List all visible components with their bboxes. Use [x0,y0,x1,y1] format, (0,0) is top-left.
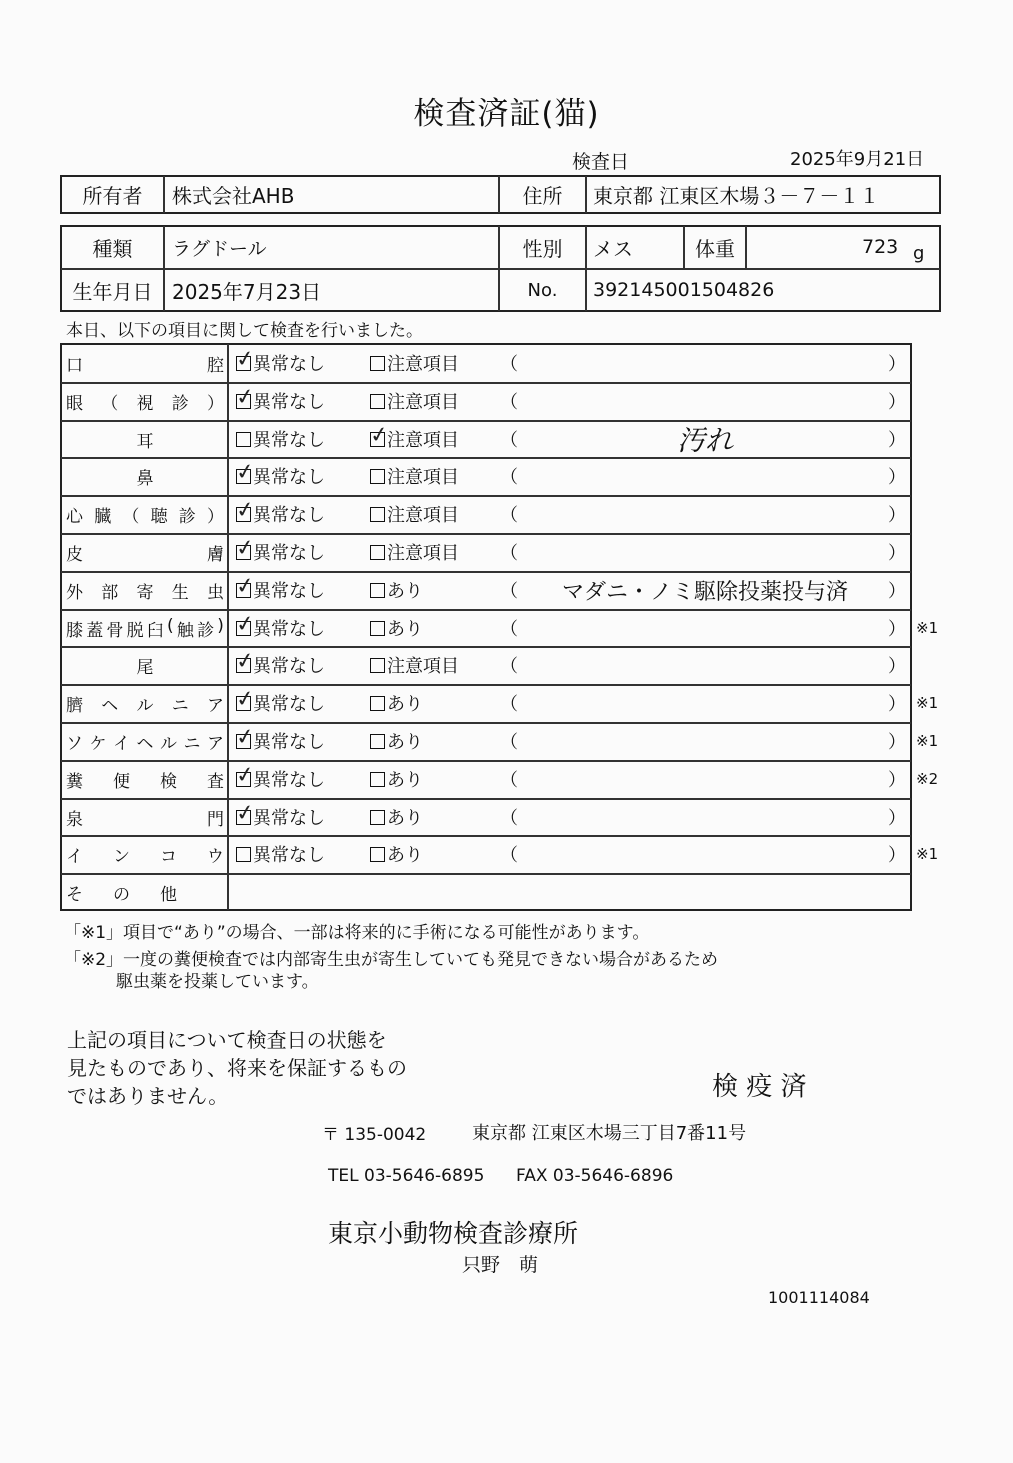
paren-close: ） [888,467,906,488]
option-attention-label: 注意項目 [387,430,459,451]
item-note: ※1 [916,845,939,863]
paren-open: （ [500,505,518,526]
checkbox-attention[interactable] [370,545,385,560]
clinic-address: 東京都 江東区木場三丁目7番11号 [472,1123,747,1144]
item-remark: マダニ・ノミ駆除投薬投与済 [561,579,848,605]
check-mark-icon: ✓ [234,685,257,713]
checkbox-normal[interactable] [234,761,257,789]
checkbox-normal[interactable] [234,345,257,373]
check-mark-icon: ✓ [234,761,257,789]
item-remark [500,495,910,533]
paren-open: （ [500,354,518,375]
check-mark-icon: ✓ [234,345,257,373]
disclaimer-line-3: ではありません。 [67,1084,229,1108]
intro-text: 本日、以下の項目に関して検査を行いました。 [66,321,423,341]
option-normal[interactable] [236,420,325,458]
check-mark-icon: ✓ [234,799,257,827]
checkbox-normal[interactable] [234,647,257,675]
option-attention-label: あり [387,732,423,753]
item-remark [500,382,910,420]
item-label-text: 眼 （ 視 診 ） [66,393,224,414]
sex-value: メス [593,236,633,261]
item-label-left: 泉 [66,809,83,830]
sex-label: 性別 [522,236,563,261]
check-mark-icon: ✓ [234,534,257,562]
option-normal-label: 異常なし [253,808,325,829]
paren-close: ） [888,845,906,866]
paren-close: ） [888,543,906,564]
checkbox-normal[interactable] [236,847,251,862]
weight-label: 体重 [695,236,735,261]
paren-open: （ [500,581,518,602]
paren-open: （ [500,430,518,451]
quarantine-stamp: 検 疫 済 [712,1072,807,1102]
option-normal[interactable] [236,344,325,382]
item-label [62,798,228,836]
item-label-text: 心 臓 （ 聴 診 ） [66,506,224,527]
paren-close: ） [888,808,906,829]
item-label-text: イ ン コ ウ [66,846,224,867]
item-label-text: 鼻 [136,468,154,489]
paren-close: ） [888,619,906,640]
item-remark [500,457,910,495]
number-value: 392145001504826 [593,279,775,301]
birthdate-value: 2025年7月23日 [172,279,322,304]
option-attention-label: あり [387,845,423,866]
item-label-text: 膝 蓋 骨 脱 臼 ( 触 診 ) [66,615,224,641]
option-attention-label: 注意項目 [387,543,459,564]
paren-open: （ [500,467,518,488]
option-normal[interactable] [236,533,325,571]
option-attention[interactable] [370,420,459,458]
checkbox-attention[interactable] [370,810,385,825]
item-label [62,722,228,760]
option-attention[interactable] [370,382,459,420]
checkbox-normal[interactable] [234,496,257,524]
item-label-text: 糞 便 検 査 [66,771,224,792]
option-normal[interactable] [236,382,325,420]
item-label [62,609,228,647]
address-label: 住所 [522,184,563,208]
clinic-tel: TEL 03-5646-6895 [328,1166,485,1186]
check-mark-icon: ✓ [234,610,257,638]
checkbox-attention[interactable] [370,621,385,636]
disclaimer-line-2: 見たものであり、将来を保証するもの [67,1056,407,1080]
paren-close: ） [888,581,906,602]
option-attention[interactable] [370,495,459,533]
item-label [62,684,228,722]
option-normal-label: 異常なし [253,543,325,564]
weight-unit: g [913,242,925,264]
footnote-1: 「※1」項目で“あり”の場合、一部は将来的に手術になる可能性があります。 [64,923,650,943]
check-mark-icon: ✓ [368,421,391,449]
item-label-right: 膚 [207,544,224,565]
checkbox-normal[interactable] [234,799,257,827]
option-attention-label: 注意項目 [387,656,459,677]
paren-close: ） [888,505,906,526]
paren-close: ） [888,732,906,753]
option-normal-label: 異常なし [253,581,325,602]
number-label: No. [527,279,558,301]
checkbox-normal[interactable] [234,534,257,562]
other-label-text: その他 [66,884,207,905]
paren-close: ） [888,430,906,451]
inspection-date-label: 検査日 [572,151,630,173]
check-mark-icon: ✓ [234,723,257,751]
paren-close: ） [888,694,906,715]
paren-open: （ [500,543,518,564]
option-attention[interactable] [370,835,423,873]
item-note: ※1 [916,619,939,637]
item-remark [500,722,910,760]
item-label [62,571,228,609]
item-label [62,495,228,533]
checkbox-normal[interactable] [234,572,257,600]
document-title: 検査済証(猫) [413,96,600,132]
option-attention[interactable] [370,722,423,760]
item-note: ※1 [916,694,939,712]
checkbox-attention[interactable] [370,772,385,787]
check-mark-icon: ✓ [234,383,257,411]
checkbox-attention[interactable] [370,469,385,484]
item-label-right: 腔 [207,355,224,376]
option-attention-label: あり [387,808,423,829]
checkbox-normal[interactable] [234,723,257,751]
item-label [62,760,228,798]
checkbox-normal[interactable] [236,432,251,447]
item-remark [500,835,910,873]
item-label-left: 皮 [66,544,83,565]
option-normal-label: 異常なし [253,430,325,451]
item-remark [500,646,910,684]
paren-open: （ [500,808,518,829]
footnote-2-line2: 駆虫薬を投薬しています。 [116,972,319,992]
weight-value: 723 [862,236,899,258]
disclaimer-line-1: 上記の項目について検査日の状態を [67,1028,387,1052]
item-remark [500,798,910,836]
option-normal[interactable] [236,609,325,647]
item-label [62,457,228,495]
option-normal[interactable] [236,798,325,836]
paren-open: （ [500,770,518,791]
item-label [62,646,228,684]
option-normal-label: 異常なし [253,354,325,375]
option-normal-label: 異常なし [253,467,325,488]
item-label-text: ソ ケ イ ヘ ル ニ ア [66,733,224,754]
option-attention-label: あり [387,619,423,640]
option-attention-label: あり [387,581,423,602]
paren-close: ） [888,770,906,791]
option-attention[interactable] [370,571,423,609]
checkbox-attention[interactable] [370,507,385,522]
checkbox-normal[interactable] [234,383,257,411]
check-mark-icon: ✓ [234,496,257,524]
option-normal-label: 異常なし [253,845,325,866]
item-remark [500,760,910,798]
breed-value: ラグドール [172,237,267,260]
option-attention-label: 注意項目 [387,505,459,526]
postal-code: 〒 135-0042 [322,1125,427,1145]
inspection-date: 2025年9月21日 [790,149,925,170]
option-attention[interactable] [370,344,459,382]
checkbox-attention[interactable] [370,847,385,862]
option-normal-label: 異常なし [253,732,325,753]
paren-open: （ [500,694,518,715]
footnote-2-line1: 「※2」一度の糞便検査では内部寄生虫が寄生していても発見できない場合があるため [64,950,719,970]
paren-close: ） [888,354,906,375]
paren-open: （ [500,845,518,866]
option-attention[interactable] [370,760,423,798]
item-label [62,382,228,420]
option-attention-label: あり [387,770,423,791]
item-note: ※1 [916,732,939,750]
checkbox-attention[interactable] [370,394,385,409]
paren-close: ） [888,656,906,677]
option-normal-label: 異常なし [253,505,325,526]
item-label-text: 臍 ヘ ル ニ ア [66,695,224,716]
option-attention-label: 注意項目 [387,354,459,375]
checkbox-attention[interactable] [370,734,385,749]
option-normal[interactable] [236,495,325,533]
option-attention[interactable] [370,457,459,495]
checkbox-normal[interactable] [234,610,257,638]
item-remark [500,609,910,647]
paren-open: （ [500,732,518,753]
item-label-left: 口 [66,355,83,376]
option-normal-label: 異常なし [253,619,325,640]
item-remark [500,344,910,382]
paren-open: （ [500,392,518,413]
option-attention-label: あり [387,694,423,715]
option-normal[interactable] [236,684,325,722]
option-normal[interactable] [236,571,325,609]
item-label [62,344,228,382]
item-remark [500,533,910,571]
document-id: 1001114084 [768,1288,870,1307]
address-value: 東京都 江東区木場３－７－１１ [593,184,880,208]
checkbox-attention[interactable] [368,421,391,449]
item-label [62,533,228,571]
item-label [62,835,228,873]
check-mark-icon: ✓ [234,458,257,486]
check-mark-icon: ✓ [234,647,257,675]
item-remark: 汚れ [676,424,733,457]
option-normal[interactable] [236,646,325,684]
option-normal[interactable] [236,457,325,495]
option-normal[interactable] [236,835,325,873]
option-normal[interactable] [236,722,325,760]
option-attention[interactable] [370,684,423,722]
checkbox-normal[interactable] [234,458,257,486]
clinic-name: 東京小動物検査診療所 [328,1219,579,1248]
check-mark-icon: ✓ [234,572,257,600]
owner-label: 所有者 [82,184,143,208]
option-normal-label: 異常なし [253,694,325,715]
item-label-right: 門 [207,809,224,830]
option-normal-label: 異常なし [253,770,325,791]
option-attention-label: 注意項目 [387,467,459,488]
clinic-fax: FAX 03-5646-6896 [516,1166,674,1186]
option-normal[interactable] [236,760,325,798]
paren-close: ） [888,392,906,413]
checkbox-attention[interactable] [370,583,385,598]
breed-label: 種類 [92,236,133,261]
checkbox-attention[interactable] [370,696,385,711]
option-attention[interactable] [370,798,423,836]
vet-name: 只野 萌 [462,1254,539,1276]
option-attention-label: 注意項目 [387,392,459,413]
option-normal-label: 異常なし [253,392,325,413]
checkbox-normal[interactable] [234,685,257,713]
option-normal-label: 異常なし [253,656,325,677]
checkbox-attention[interactable] [370,658,385,673]
option-attention[interactable] [370,609,423,647]
option-attention[interactable] [370,533,459,571]
item-label [62,420,228,458]
paren-open: （ [500,656,518,677]
item-note: ※2 [916,770,939,788]
owner-value: 株式会社AHB [172,184,295,208]
option-attention[interactable] [370,646,459,684]
birthdate-label: 生年月日 [72,279,153,304]
paren-open: （ [500,619,518,640]
item-remark [500,684,910,722]
checkbox-attention[interactable] [370,356,385,371]
item-label-text: 外 部 寄 生 虫 [66,582,224,603]
other-label [62,873,228,911]
item-label-text: 尾 [136,657,154,678]
item-label-text: 耳 [136,431,154,452]
